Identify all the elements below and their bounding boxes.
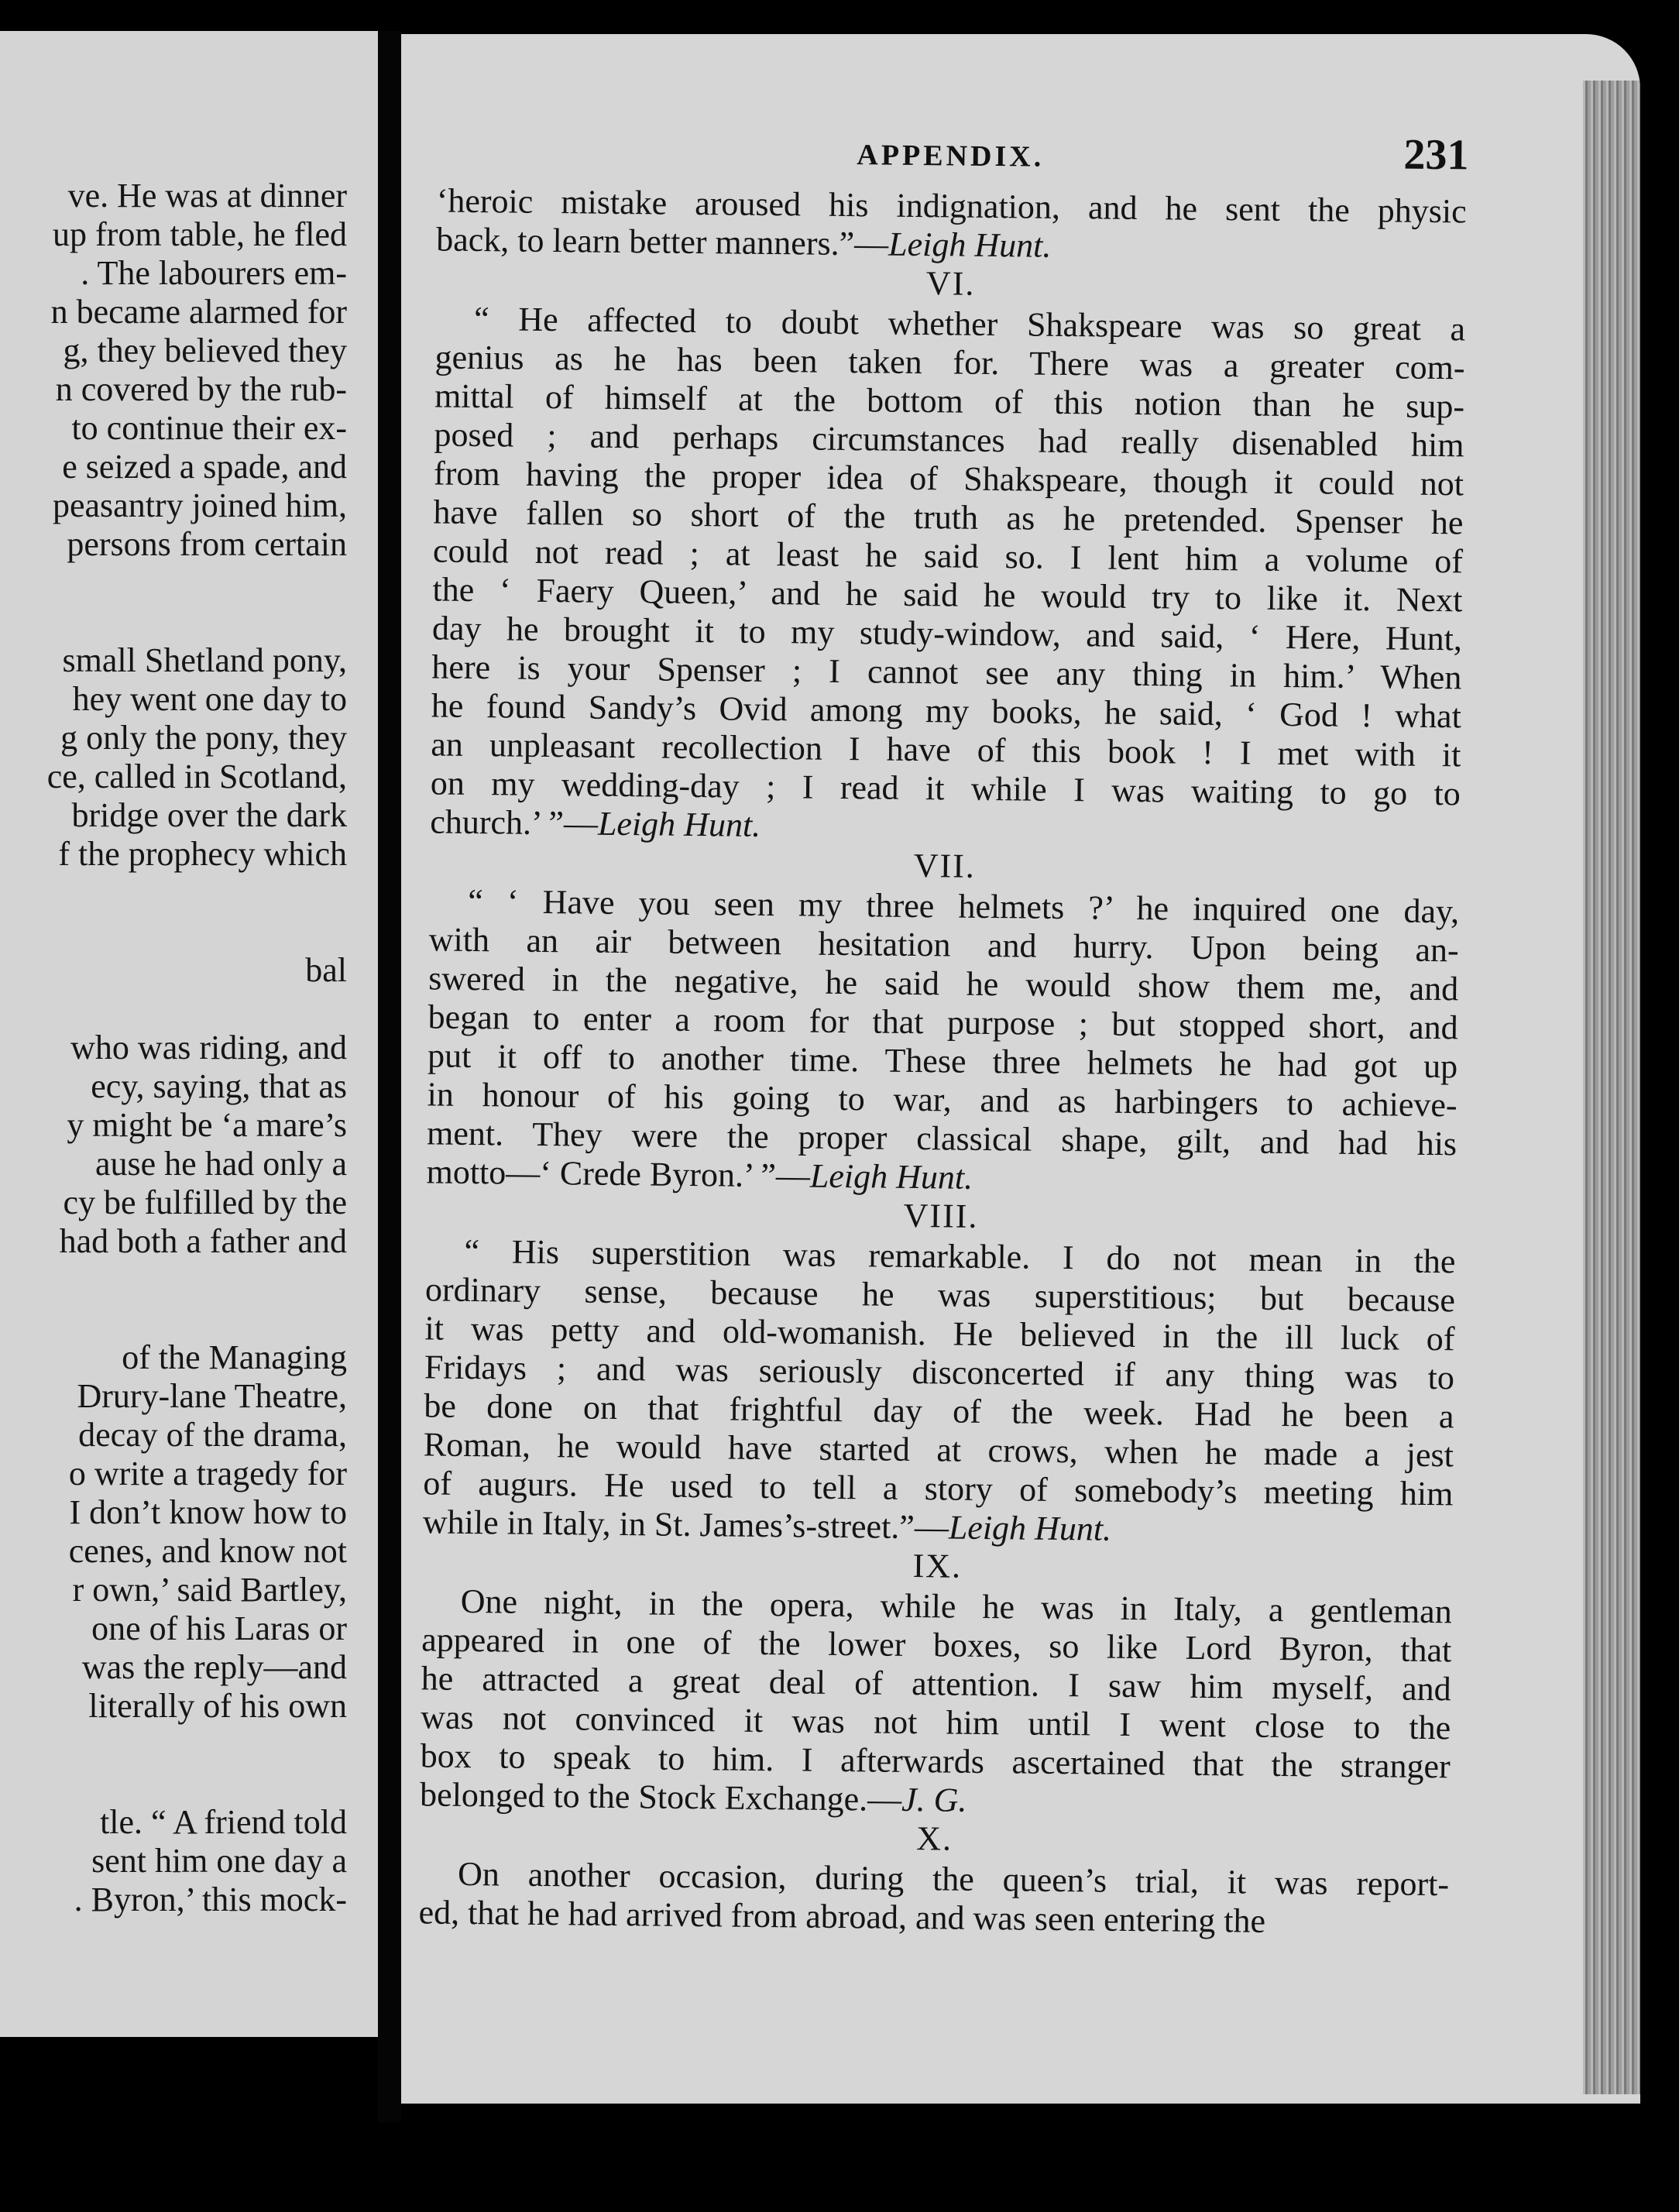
left-page-line: ve. He was at dinner (67, 177, 347, 215)
left-page-line: bal (305, 951, 347, 989)
line-text: an unpleasant recollection I have of this book ! I met with it (431, 725, 1461, 775)
left-page-line: y might be ‘a mare’s (67, 1106, 347, 1144)
left-page-line: cy be fulfilled by the (63, 1183, 347, 1221)
body-text (418, 181, 1467, 1942)
line-text: he found Sandy’s Ovid among my books, he said, ‘ God ! what (431, 686, 1462, 736)
left-page-line: bridge over the dark (71, 796, 347, 834)
line-text: box to speak to him. I afterwards ascertained that the stranger (420, 1736, 1451, 1786)
line-text: could not read ; at least he said so. I lent him a volume of (432, 531, 1464, 581)
line-text: appeared in one of the lower boxes, so like Lord Byron, that (421, 1620, 1452, 1670)
left-page-line: sent him one day a (91, 1842, 347, 1880)
page-header (401, 119, 1469, 184)
attribution: Leigh Hunt. (809, 1156, 973, 1197)
attribution: Leigh Hunt. (948, 1508, 1112, 1548)
line-text: ‘heroic mistake aroused his indignation, and he sent the physic (436, 181, 1467, 231)
attribution: Leigh Hunt. (597, 804, 761, 844)
line-text: church.’ ”— (430, 802, 599, 843)
line-text: “ ‘ Have you seen my three helmets ?’ he inquired one day, (468, 881, 1460, 931)
left-page-line: ecy, saying, that as (91, 1067, 347, 1105)
line-text: from having the proper idea of Shakspeare, though it could not (433, 454, 1464, 503)
left-page-line (47, 603, 347, 641)
left-page-line: cenes, and know not (68, 1532, 347, 1570)
line-text: day he brought it to my study-window, and said, ‘ Here, Hunt, (431, 609, 1463, 658)
line-text: belonged to the Stock Exchange.— (419, 1775, 902, 1819)
line-text: it was petty and old-womanish. He believed in the ill luck of (424, 1309, 1455, 1358)
left-page-line: of the Managing (122, 1338, 347, 1376)
left-page-line: hey went one day to (72, 680, 347, 718)
left-page-line: small Shetland pony, (62, 641, 347, 679)
left-page-line (47, 1300, 347, 1338)
line-text: swered in the negative, he said he would show them me, and (427, 959, 1459, 1008)
left-page-text (47, 177, 347, 1919)
left-page-line: n covered by the rub- (55, 370, 347, 408)
left-page-line (47, 564, 347, 603)
page-fore-edge (1583, 81, 1640, 2094)
left-page-line (47, 1764, 347, 1803)
page-number: 231 (1403, 130, 1469, 180)
line-text: with an air between hesitation and hurry. Upon being an- (428, 920, 1459, 970)
line-text: genius as he has been taken for. There was a greater com- (434, 338, 1465, 387)
line-text: motto—‘ Crede Byron.’ ”— (426, 1152, 811, 1195)
section-number: VIII. (903, 1196, 979, 1235)
line-text: was not convinced it was not him until I went close to the (420, 1698, 1451, 1747)
left-page-line: who was riding, and (70, 1029, 347, 1066)
line-text: have fallen so short of the truth as he pretended. Spenser he (433, 493, 1464, 542)
line-text: began to enter a room for that purpose ; but stopped short, and (427, 998, 1458, 1047)
line-text: back, to learn better manners.”— (435, 220, 889, 263)
section-number: X. (915, 1819, 953, 1858)
left-page-line (47, 990, 347, 1029)
line-text: of augurs. He used to tell a story of somebody’s meeting him (423, 1464, 1454, 1513)
left-page-line: o write a tragedy for (68, 1455, 347, 1492)
left-page-line: decay of the drama, (78, 1416, 347, 1454)
left-page-line: f the prophecy which (58, 835, 347, 873)
left-facing-page (0, 31, 378, 2037)
left-page-line: one of his Laras or (91, 1609, 347, 1647)
left-page-line: . Byron,’ this mock- (74, 1881, 347, 1918)
left-page-line: to continue their ex- (71, 409, 347, 447)
left-page-line: n became alarmed for (50, 293, 347, 331)
left-page-line (47, 912, 347, 951)
line-text: he attracted a great deal of attention. I saw him myself, and (421, 1659, 1451, 1709)
left-page-line: ause he had only a (95, 1145, 347, 1183)
line-text: ed, that he had arrived from abroad, and was seen entering the (418, 1893, 1266, 1940)
line-text: Roman, he would have started at crows, when he made a jest (423, 1425, 1454, 1475)
line-text: put it off to another time. These three helmets he had got up (427, 1036, 1458, 1086)
left-page-line: g only the pony, they (60, 719, 347, 757)
line-text: One night, in the opera, while he was in Italy, a gentleman (460, 1582, 1453, 1631)
line-text: “ His superstition was remarkable. I do not mean in the (464, 1231, 1456, 1281)
line-text: posed ; and perhaps circumstances had really disenabled him (434, 415, 1464, 465)
left-page-line: g, they believed they (63, 331, 347, 369)
attribution: Leigh Hunt. (888, 225, 1052, 265)
left-page-line (47, 1261, 347, 1300)
left-page-line (47, 874, 347, 912)
line-text: mittal of himself at the bottom of this notion than he sup- (434, 376, 1465, 426)
line-text: here is your Spenser ; I cannot see any thing in him.’ When (431, 647, 1462, 697)
right-page (401, 34, 1640, 2104)
left-page-line: ce, called in Scotland, (46, 757, 347, 795)
line-text: on my wedding-day ; I read it while I was waiting to go to (430, 764, 1461, 813)
line-text: the ‘ Faery Queen,’ and he said he would try to like it. Next (432, 570, 1463, 620)
left-page-line: I don’t know how to (69, 1493, 347, 1531)
line-text: be done on that frightful day of the week. Had he been a (424, 1386, 1454, 1436)
running-head: APPENDIX. (857, 139, 1045, 173)
line-text: ordinary sense, because he was superstitious; but because (424, 1270, 1456, 1320)
section-number: VI. (925, 264, 976, 303)
left-page-line: up from table, he fled (53, 215, 347, 253)
left-page-line: peasantry joined him, (52, 486, 347, 524)
left-page-line: persons from certain (67, 525, 347, 563)
left-page-line (47, 1726, 347, 1764)
left-page-line: . The labourers em- (81, 254, 347, 292)
line-text: On another occasion, during the queen’s trial, it was report- (457, 1854, 1450, 1904)
left-page-line: tle. “ A friend told (100, 1803, 347, 1841)
attribution: J. G. (901, 1780, 967, 1819)
book-gutter (378, 31, 401, 2122)
left-page-line: literally of his own (88, 1687, 347, 1725)
left-page-line: Drury-lane Theatre, (77, 1377, 347, 1415)
line-text: “ He affected to doubt whether Shakspeare was so great a (473, 300, 1466, 349)
left-page-line: had both a father and (59, 1222, 347, 1260)
section-number: IX. (912, 1547, 963, 1585)
line-text: in honour of his going to war, and as harbingers to achieve- (427, 1075, 1458, 1125)
left-page-line: was the reply—and (81, 1648, 347, 1686)
line-text: ment. They were the proper classical shape, gilt, and had his (426, 1114, 1458, 1163)
line-text: Fridays ; and was seriously disconcerted if any thing was to (424, 1348, 1455, 1397)
left-page-line: e seized a spade, and (62, 448, 347, 486)
line-text: while in Italy, in St. James’s-street.”— (422, 1503, 949, 1547)
page-content (401, 34, 1563, 2104)
left-page-line: r own,’ said Bartley, (72, 1571, 347, 1609)
section-number: VII. (913, 846, 977, 885)
